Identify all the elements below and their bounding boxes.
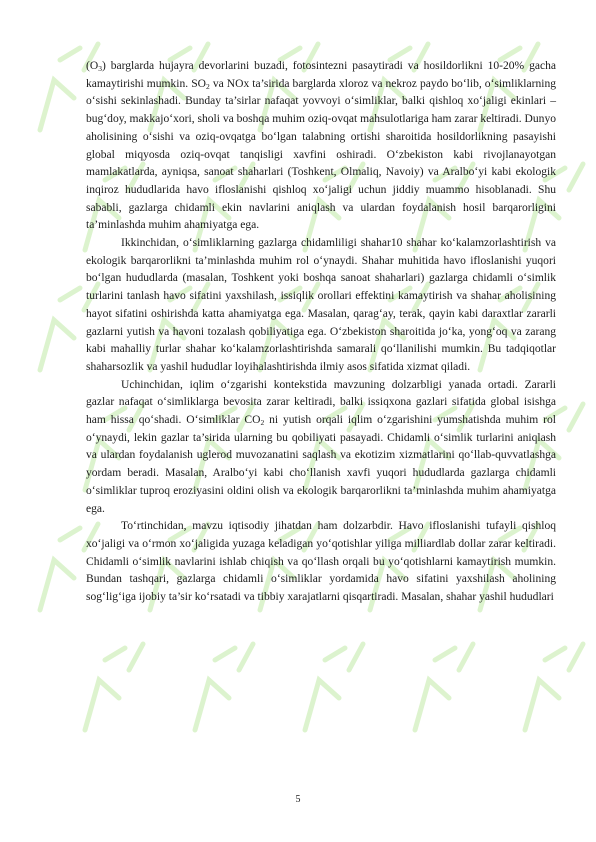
watermark-mark — [525, 644, 583, 730]
text-run: va NOx ta’sirida barglarda xloroz va nekroz paydo bo‘lib, o‘simliklarning o‘sishi sekinlashadi. Bunday ta’sirlar nafaqat yovvoyi o‘simliklar, balki qishloq xo‘jaligi ekinlari – bug‘doy, makkajo‘xori, sholi va boshqa muhim oziq-ovqat mahsulotlariga ham zarar keltiradi. Dunyo aholisining o‘sishi va oziq-ovqatga bo‘lgan talabning ortishi sharoitida hosildorlikning pasayishi global miqyosda oziq-ovqat tanqisligi xavfini oshiradi. O‘zbekiston kabi rivojlanayotgan mamlakatlarda, ayniqsa, sanoat shaharlari (Toshkent, Olmaliq, Navoiy) va Aralbo‘yi kabi ekologik inqiroz hududlarida havo ifloslanishi qishloq xo‘jaligi uchun jiddiy muammo hisoblanadi. Shu sababli, gazlarga chidamli ekin navlarini aniqlash va ulardan foydalanish hosil barqarorligini ta’minlashda muhim ahamiyatga ega. — [86, 77, 557, 232]
watermark-mark — [305, 644, 363, 730]
subscript: 2 — [260, 418, 265, 428]
paragraph-2 — [86, 235, 556, 377]
watermark-mark — [195, 644, 253, 730]
text-run: To‘rtinchidan, mavzu iqtisodiy jihatdan ham dolzarbdir. Havo ifloslanishi tufayli qishloq xo‘jaligi va o‘rmon xo‘jaligida yuzaga keladigan yo‘qotishlar yiliga milliardlab dollar zarar keltiradi. Chidamli o‘simlik navlarini ishlab chiqish va qo‘llash orqali bu yo‘qotishlarni kamaytirish mumkin. Bundan tashqari, gazlarga chidamli o‘simliklar yordamida havo sifatini yaxshilash aholining sog‘lig‘iga ijobiy ta’sir ko‘rsatadi va tibbiy xarajatlarni qisqartiradi. Masalan, shahar yashil hududlari — [86, 520, 556, 604]
watermark-mark — [85, 644, 143, 730]
paragraph-1 — [86, 58, 556, 235]
text-run: O — [89, 60, 99, 72]
watermark-mark — [415, 644, 473, 730]
text-run: ( — [86, 60, 90, 72]
text-run: Ikkinchidan, o‘simliklarning gazlarga chidamliligi shahar10 shahar ko‘kalamzorlashtirish va ekologik barqarorlikni ta’minlashda muhim rol o‘ynaydi. Shahar muhitida havo ifloslanishi yuqori bo‘lgan hududlarda (masalan, Toshkent yoki boshqa sanoat shaharlari) gazlarga chidamli o‘simlik turlarini tanlash havo sifatini yaxshilash, issiqlik orollari effektini kamaytirish va shahar aholisining hayot sifatini oshirishda katta ahamiyatga ega. Masalan, qarag‘ay, terak, qayin kabi daraxtlar zararli gazlarni yutish va havoni tozalash qobiliyatiga ega. O‘zbekiston sharoitida jo‘ka, yong‘oq va zarang kabi mahalliy turlar shahar ko‘kalamzorlashtirishda samarali qo‘llanilishi mumkin. Bu tadqiqotlar shaharsozlik va yashil hududlar loyihalashtirishda ilmiy asos sifatida xizmat qiladi. — [86, 237, 556, 373]
text-run: ) barglarda hujayra devorlarini buzadi, fotosintezni pasaytiradi va hosildorlikni 10-20% gacha kamaytirishi mumkin. SO — [86, 60, 556, 90]
subscript: 2 — [206, 81, 210, 91]
paragraph-3 — [86, 377, 556, 519]
paragraph-4 — [86, 518, 556, 607]
page-number: 5 — [295, 794, 301, 805]
subscript: 3 — [98, 64, 102, 73]
text-run: ni yutish orqali iqlim o‘zgarishini yumshatishda muhim rol o‘ynaydi, lekin gazlar ta’sirida ularning bu qobiliyati pasayadi. Chidamli o‘simlik turlarini aniqlash va ulardan foydalanish uglerod muvozanatini saqlash va ekotizim xizmatlarini qo‘llab-quvvatlashga yordam beradi. Masalan, Aralbo‘yi kabi cho‘llanish xavfi yuqori hududlarda gazlarga chidamli o‘simliklar tuproq eroziyasini oldini olish va ekologik barqarorlikni ta’minlashda muhim ahamiyatga ega. — [86, 414, 556, 515]
text-run: Uchinchidan, iqlim o‘zgarishi kontekstida mavzuning dolzarbligi yanada ortadi. Zararli gazlar nafaqat o‘simliklarga bevosita zarar keltiradi, balki issiqxona gazlari sifatida global isishga ham hissa qo‘shadi. O‘simliklar CO — [86, 378, 556, 427]
body-text — [86, 58, 556, 607]
